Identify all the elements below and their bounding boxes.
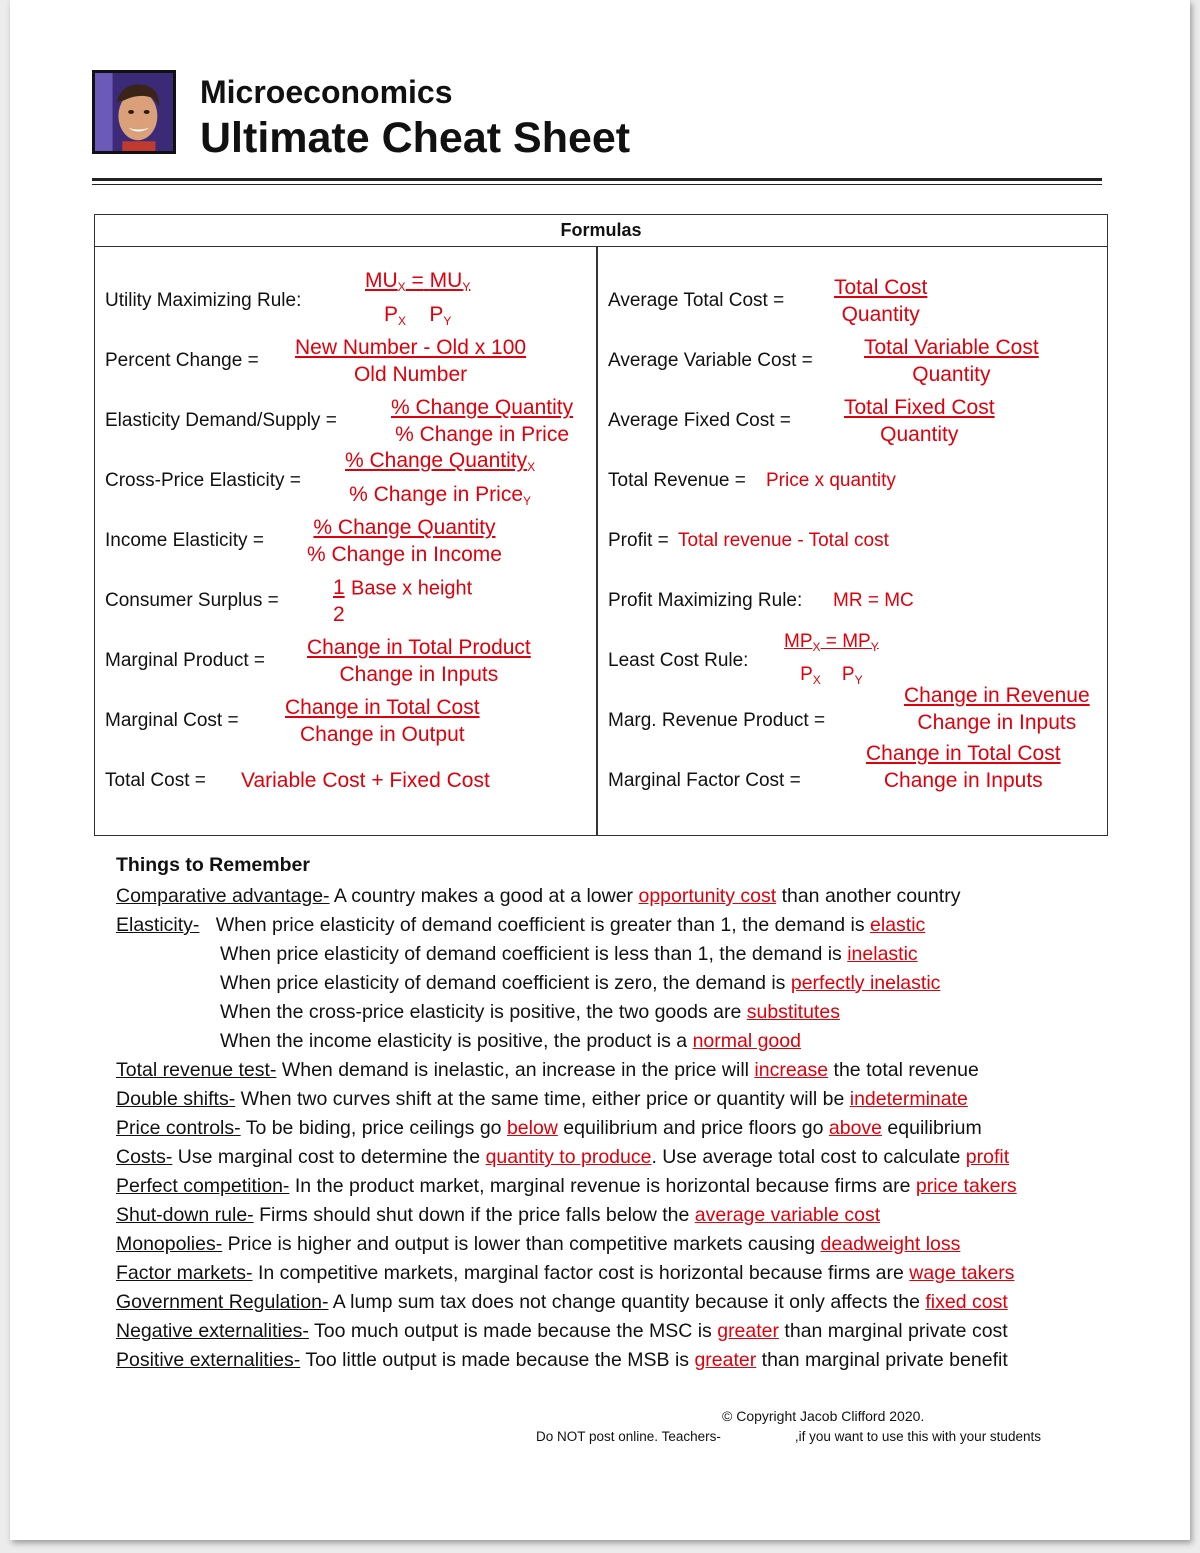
list-item: Elasticity- When price elasticity of demand coefficient is greater than 1, the demand is elastic <box>116 914 926 936</box>
page <box>10 0 1190 1540</box>
formula-label: Average Variable Cost = <box>608 350 813 371</box>
list-item: Factor markets- In competitive markets, marginal factor cost is horizontal because firms are wage takers <box>116 1262 1015 1284</box>
formula-average-fixed-cost <box>598 391 1098 451</box>
formula-label: Profit Maximizing Rule: <box>608 590 803 611</box>
formula-value: Base x height <box>351 577 473 600</box>
formula-profit <box>598 511 1098 571</box>
formula-percent-change <box>95 331 595 391</box>
list-item: Costs- Use marginal cost to determine the quantity to produce. Use average total cost to calculate profit <box>116 1146 1010 1168</box>
formulas-right-column <box>598 247 1098 835</box>
formula-income-elasticity <box>95 511 595 571</box>
formula-value: Price x quantity <box>766 470 896 491</box>
section-heading: Things to Remember <box>116 854 310 876</box>
list-item: When price elasticity of demand coefficient is less than 1, the demand is inelastic <box>220 943 918 965</box>
formula-label: Marginal Product = <box>105 650 265 671</box>
formula-label: Profit = <box>608 530 669 551</box>
formula-label: Utility Maximizing Rule: <box>105 290 302 311</box>
list-item: Perfect competition- In the product market, marginal revenue is horizontal because firms are price takers <box>116 1175 1017 1197</box>
formula-label: Average Fixed Cost = <box>608 410 791 431</box>
list-item: Total revenue test- When demand is inelastic, an increase in the price will increase the total revenue <box>116 1059 979 1081</box>
formula-fraction: Change in Revenue Change in Inputs <box>904 684 1090 734</box>
formula-label: Percent Change = <box>105 350 259 371</box>
formulas-left-column <box>95 247 595 835</box>
list-item: Government Regulation- A lump sum tax does not change quantity because it only affects the fixed cost <box>116 1291 1008 1313</box>
formulas-table <box>94 214 1108 836</box>
header <box>92 70 1102 188</box>
header-divider-thin <box>92 184 1102 185</box>
formula-profit-maximizing-rule <box>598 571 1098 631</box>
formula-fraction: % Change Quantity % Change in Price <box>391 396 574 446</box>
list-item: Monopolies- Price is higher and output is lower than competitive markets causing deadweight loss <box>116 1233 961 1255</box>
formula-label: Marg. Revenue Product = <box>608 710 826 731</box>
formula-label: Consumer Surplus = <box>105 590 279 611</box>
formula-value: Variable Cost + Fixed Cost <box>241 769 490 792</box>
formula-marginal-product <box>95 631 595 691</box>
formula-label: Income Elasticity = <box>105 530 264 551</box>
formula-fraction: Change in Total Cost Change in Output <box>285 696 480 746</box>
formula-fraction: Change in Total Product Change in Inputs <box>307 636 531 686</box>
formula-label: Least Cost Rule: <box>608 650 749 671</box>
formula-fraction: % Change Quantity$_X$ % Change in Price$_Y$ <box>345 449 536 508</box>
copyright-notice: © Copyright Jacob Clifford 2020. <box>722 1408 925 1424</box>
formula-average-total-cost <box>598 271 1098 331</box>
formula-marginal-factor-cost <box>598 742 1098 811</box>
formula-label: Total Cost = <box>105 770 206 791</box>
formula-label: Cross-Price Elasticity = <box>105 470 301 491</box>
formula-fraction: Change in Total Cost Change in Inputs <box>866 742 1061 792</box>
list-item: When the income elasticity is positive, the product is a normal good <box>220 1030 801 1052</box>
formula-fraction: $\frac{1}{2}$ <box>333 576 345 626</box>
formula-total-cost <box>95 751 595 811</box>
list-item: When the cross-price elasticity is positive, the two goods are substitutes <box>220 1001 840 1023</box>
list-item: When price elasticity of demand coefficient is zero, the demand is perfectly inelastic <box>220 972 941 994</box>
formula-elasticity <box>95 391 595 451</box>
list-item: Double shifts- When two curves shift at the same time, either price or quantity will be indeterminate <box>116 1088 968 1110</box>
formula-average-variable-cost <box>598 331 1098 391</box>
formula-label: Marginal Cost = <box>105 710 239 731</box>
formula-utility-maximizing <box>95 271 595 331</box>
formula-fraction: Total Cost Quantity <box>834 276 928 326</box>
formula-fraction: Total Variable Cost Quantity <box>864 336 1039 386</box>
formula-fraction: $MP_X = MP_Y$ $P_X$ $P_Y$ <box>784 631 879 687</box>
formula-label: Elasticity Demand/Supply = <box>105 410 337 431</box>
formula-marginal-cost <box>95 691 595 751</box>
author-photo <box>92 70 176 154</box>
author-portrait-icon <box>95 73 173 151</box>
list-item: Negative externalities- Too much output is made because the MSC is greater than marginal private cost <box>116 1320 1008 1342</box>
things-to-remember <box>106 852 1106 1375</box>
list-item: Comparative advantage- A country makes a good at a lower opportunity cost than another country <box>116 885 961 907</box>
formula-label: Marginal Factor Cost = <box>608 770 801 791</box>
formula-fraction: Total Fixed Cost Quantity <box>844 396 995 446</box>
formula-fraction: $MU_X = MU_Y$ $P_X$ $P_Y$ <box>365 269 471 328</box>
list-item: Positive externalities- Too little output is made because the MSB is greater than marginal private benefit <box>116 1349 1008 1371</box>
formula-value: MR = MC <box>833 590 914 611</box>
formula-consumer-surplus <box>95 571 595 631</box>
list-item: Shut-down rule- Firms should shut down if the price falls below the average variable cost <box>116 1204 881 1226</box>
formula-fraction: % Change Quantity % Change in Income <box>307 516 502 566</box>
page-title: Ultimate Cheat Sheet <box>200 114 631 162</box>
list-item: Price controls- To be biding, price ceilings go below equilibrium and price floors go above equilibrium <box>116 1117 982 1139</box>
formula-fraction: New Number - Old x 100 Old Number <box>295 336 527 386</box>
formulas-heading: Formulas <box>95 215 1107 247</box>
formula-label: Total Revenue = <box>608 470 746 491</box>
formula-label: Average Total Cost = <box>608 290 785 311</box>
header-divider <box>92 178 1102 181</box>
subject-title: Microeconomics <box>200 74 453 110</box>
usage-notice: Do NOT post online. Teachers- ,if you want to use this with your students <box>536 1429 1041 1444</box>
formula-cross-price-elasticity <box>95 451 595 511</box>
formula-value: Total revenue - Total cost <box>678 530 889 551</box>
formula-total-revenue <box>598 451 1098 511</box>
